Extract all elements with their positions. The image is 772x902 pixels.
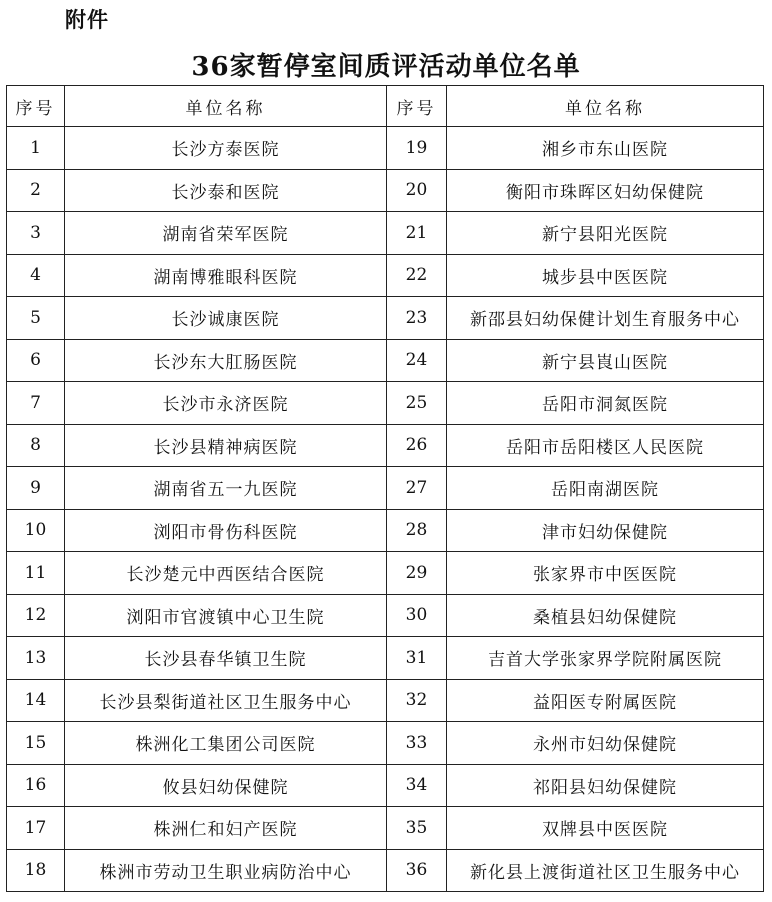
unit-name-cell: 张家界市中医医院 bbox=[447, 552, 764, 595]
unit-name-cell: 株洲化工集团公司医院 bbox=[65, 722, 387, 765]
unit-name-cell: 新邵县妇幼保健计划生育服务中心 bbox=[447, 297, 764, 340]
seq-cell: 10 bbox=[7, 509, 65, 552]
seq-cell: 29 bbox=[387, 552, 447, 595]
unit-name-cell: 攸县妇幼保健院 bbox=[65, 764, 387, 807]
seq-cell: 16 bbox=[7, 764, 65, 807]
unit-name-cell: 祁阳县妇幼保健院 bbox=[447, 764, 764, 807]
seq-cell: 9 bbox=[7, 467, 65, 510]
seq-cell: 17 bbox=[7, 807, 65, 850]
unit-name-cell: 长沙诚康医院 bbox=[65, 297, 387, 340]
seq-cell: 26 bbox=[387, 424, 447, 467]
seq-cell: 23 bbox=[387, 297, 447, 340]
unit-name-cell: 岳阳市洞氮医院 bbox=[447, 382, 764, 425]
seq-cell: 13 bbox=[7, 637, 65, 680]
seq-cell: 11 bbox=[7, 552, 65, 595]
seq-cell: 27 bbox=[387, 467, 447, 510]
table-row bbox=[7, 722, 764, 765]
seq-cell: 36 bbox=[387, 849, 447, 892]
seq-cell: 7 bbox=[7, 382, 65, 425]
unit-name-cell: 株洲市劳动卫生职业病防治中心 bbox=[65, 849, 387, 892]
table-row bbox=[7, 424, 764, 467]
attachment-label: 附件 bbox=[65, 8, 109, 32]
seq-cell: 28 bbox=[387, 509, 447, 552]
unit-name-cell: 长沙东大肛肠医院 bbox=[65, 339, 387, 382]
seq-cell: 33 bbox=[387, 722, 447, 765]
table-row bbox=[7, 169, 764, 212]
header-unit-left: 单位名称 bbox=[65, 86, 387, 127]
unit-name-cell: 长沙县春华镇卫生院 bbox=[65, 637, 387, 680]
seq-cell: 4 bbox=[7, 254, 65, 297]
table-row bbox=[7, 212, 764, 255]
unit-name-cell: 新化县上渡街道社区卫生服务中心 bbox=[447, 849, 764, 892]
seq-cell: 25 bbox=[387, 382, 447, 425]
table-row bbox=[7, 764, 764, 807]
unit-name-cell: 株洲仁和妇产医院 bbox=[65, 807, 387, 850]
table-header-row bbox=[7, 86, 764, 127]
unit-name-cell: 双牌县中医医院 bbox=[447, 807, 764, 850]
table-body bbox=[7, 127, 764, 892]
unit-name-cell: 长沙方泰医院 bbox=[65, 127, 387, 170]
unit-name-cell: 新宁县阳光医院 bbox=[447, 212, 764, 255]
table-row bbox=[7, 254, 764, 297]
seq-cell: 34 bbox=[387, 764, 447, 807]
unit-name-cell: 岳阳南湖医院 bbox=[447, 467, 764, 510]
table-row bbox=[7, 382, 764, 425]
unit-name-cell: 吉首大学张家界学院附属医院 bbox=[447, 637, 764, 680]
seq-cell: 19 bbox=[387, 127, 447, 170]
table-row bbox=[7, 552, 764, 595]
seq-cell: 30 bbox=[387, 594, 447, 637]
table-row bbox=[7, 679, 764, 722]
unit-name-cell: 城步县中医医院 bbox=[447, 254, 764, 297]
unit-name-cell: 湖南省荣军医院 bbox=[65, 212, 387, 255]
seq-cell: 31 bbox=[387, 637, 447, 680]
unit-name-cell: 浏阳市骨伤科医院 bbox=[65, 509, 387, 552]
unit-name-cell: 永州市妇幼保健院 bbox=[447, 722, 764, 765]
unit-name-cell: 新宁县崀山医院 bbox=[447, 339, 764, 382]
seq-cell: 18 bbox=[7, 849, 65, 892]
unit-list-table bbox=[6, 85, 764, 892]
unit-name-cell: 湘乡市东山医院 bbox=[447, 127, 764, 170]
seq-cell: 12 bbox=[7, 594, 65, 637]
unit-name-cell: 衡阳市珠晖区妇幼保健院 bbox=[447, 169, 764, 212]
page-title: 36家暂停室间质评活动单位名单 bbox=[191, 52, 581, 82]
seq-cell: 3 bbox=[7, 212, 65, 255]
unit-name-cell: 长沙县梨街道社区卫生服务中心 bbox=[65, 679, 387, 722]
unit-name-cell: 浏阳市官渡镇中心卫生院 bbox=[65, 594, 387, 637]
header-seq-left: 序号 bbox=[7, 86, 65, 127]
seq-cell: 24 bbox=[387, 339, 447, 382]
unit-name-cell: 长沙楚元中西医结合医院 bbox=[65, 552, 387, 595]
seq-cell: 20 bbox=[387, 169, 447, 212]
unit-name-cell: 长沙市永济医院 bbox=[65, 382, 387, 425]
seq-cell: 8 bbox=[7, 424, 65, 467]
unit-name-cell: 益阳医专附属医院 bbox=[447, 679, 764, 722]
table-row bbox=[7, 807, 764, 850]
table-row bbox=[7, 594, 764, 637]
unit-name-cell: 长沙泰和医院 bbox=[65, 169, 387, 212]
seq-cell: 5 bbox=[7, 297, 65, 340]
table-row bbox=[7, 509, 764, 552]
unit-name-cell: 桑植县妇幼保健院 bbox=[447, 594, 764, 637]
table-row bbox=[7, 127, 764, 170]
seq-cell: 1 bbox=[7, 127, 65, 170]
unit-name-cell: 长沙县精神病医院 bbox=[65, 424, 387, 467]
seq-cell: 35 bbox=[387, 807, 447, 850]
table-row bbox=[7, 339, 764, 382]
seq-cell: 21 bbox=[387, 212, 447, 255]
seq-cell: 14 bbox=[7, 679, 65, 722]
unit-name-cell: 津市妇幼保健院 bbox=[447, 509, 764, 552]
header-seq-right: 序号 bbox=[387, 86, 447, 127]
unit-name-cell: 湖南博雅眼科医院 bbox=[65, 254, 387, 297]
table-row bbox=[7, 637, 764, 680]
table-row bbox=[7, 849, 764, 892]
unit-name-cell: 湖南省五一九医院 bbox=[65, 467, 387, 510]
unit-name-cell: 岳阳市岳阳楼区人民医院 bbox=[447, 424, 764, 467]
seq-cell: 15 bbox=[7, 722, 65, 765]
seq-cell: 22 bbox=[387, 254, 447, 297]
table-row bbox=[7, 297, 764, 340]
seq-cell: 2 bbox=[7, 169, 65, 212]
header-unit-right: 单位名称 bbox=[447, 86, 764, 127]
seq-cell: 32 bbox=[387, 679, 447, 722]
seq-cell: 6 bbox=[7, 339, 65, 382]
table-row bbox=[7, 467, 764, 510]
